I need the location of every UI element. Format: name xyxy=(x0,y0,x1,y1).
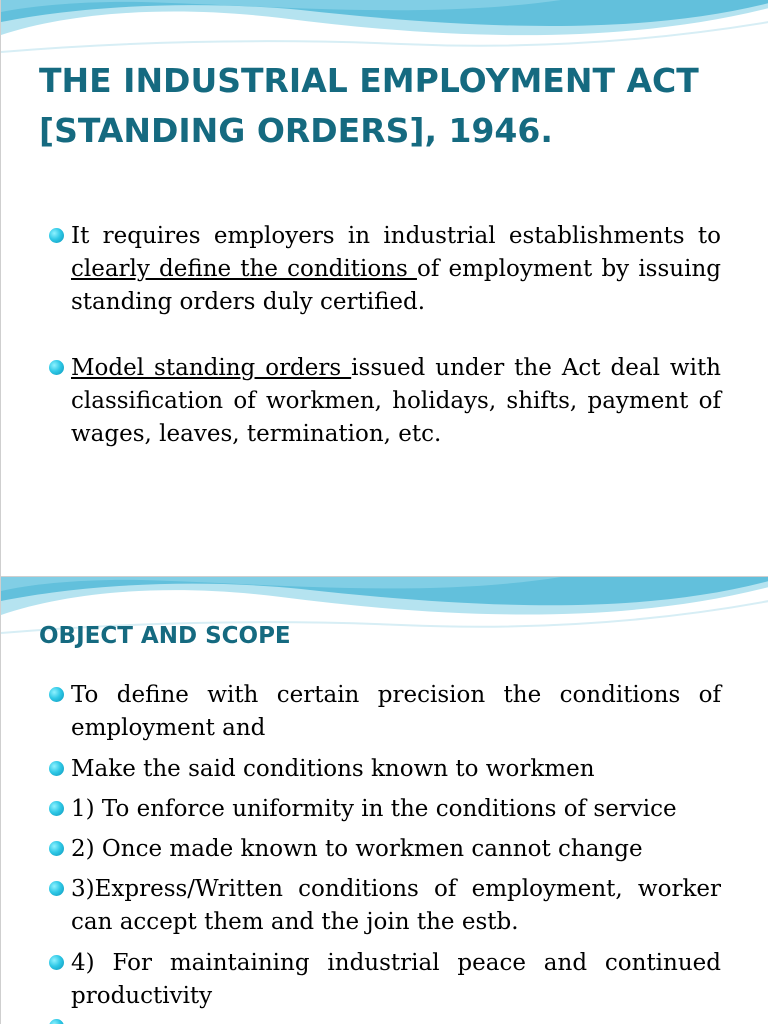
list-item: 2) Once made known to workmen cannot change xyxy=(49,833,721,866)
list-item: 3)Express/Written conditions of employment, worker can accept them and the join the estb. xyxy=(49,873,721,939)
bullet-icon xyxy=(49,228,64,243)
title-line-1: THE INDUSTRIAL EMPLOYMENT ACT xyxy=(39,61,699,100)
slide-2-title: OBJECT AND SCOPE xyxy=(39,623,291,649)
bullet-icon xyxy=(49,761,64,776)
bullet-icon xyxy=(49,687,64,702)
underlined-phrase: clearly define the conditions xyxy=(71,256,417,282)
slide-2 xyxy=(0,576,768,1024)
bullet-icon xyxy=(49,1019,64,1024)
bullet-icon xyxy=(49,360,64,375)
bullet-icon xyxy=(49,801,64,816)
list-item: Make the said conditions known to workmen xyxy=(49,753,721,786)
underlined-phrase: Model standing orders xyxy=(71,355,352,381)
list-item: Model standing orders issued under the Act deal with classification of workmen, holidays, shifts, payment of wages, leaves, termination, etc. xyxy=(49,352,721,451)
bullet-icon xyxy=(49,841,64,856)
bullet-icon xyxy=(49,955,64,970)
title-line-2: [STANDING ORDERS], 1946. xyxy=(39,111,553,150)
list-item: 4) For maintaining industrial peace and continued productivity xyxy=(49,947,721,1013)
list-item: 1) To enforce uniformity in the conditions of service xyxy=(49,793,721,826)
list-item: It requires employers in industrial establishments to clearly define the conditions of employment by issuing standing orders duly certified. xyxy=(49,220,721,319)
list-item: To define with certain precision the conditions of employment and xyxy=(49,679,721,745)
slide-1-title xyxy=(39,56,739,156)
bullet-icon xyxy=(49,881,64,896)
slide-1-bullet-list xyxy=(49,220,721,451)
slide-2-bullet-list xyxy=(49,679,721,1013)
